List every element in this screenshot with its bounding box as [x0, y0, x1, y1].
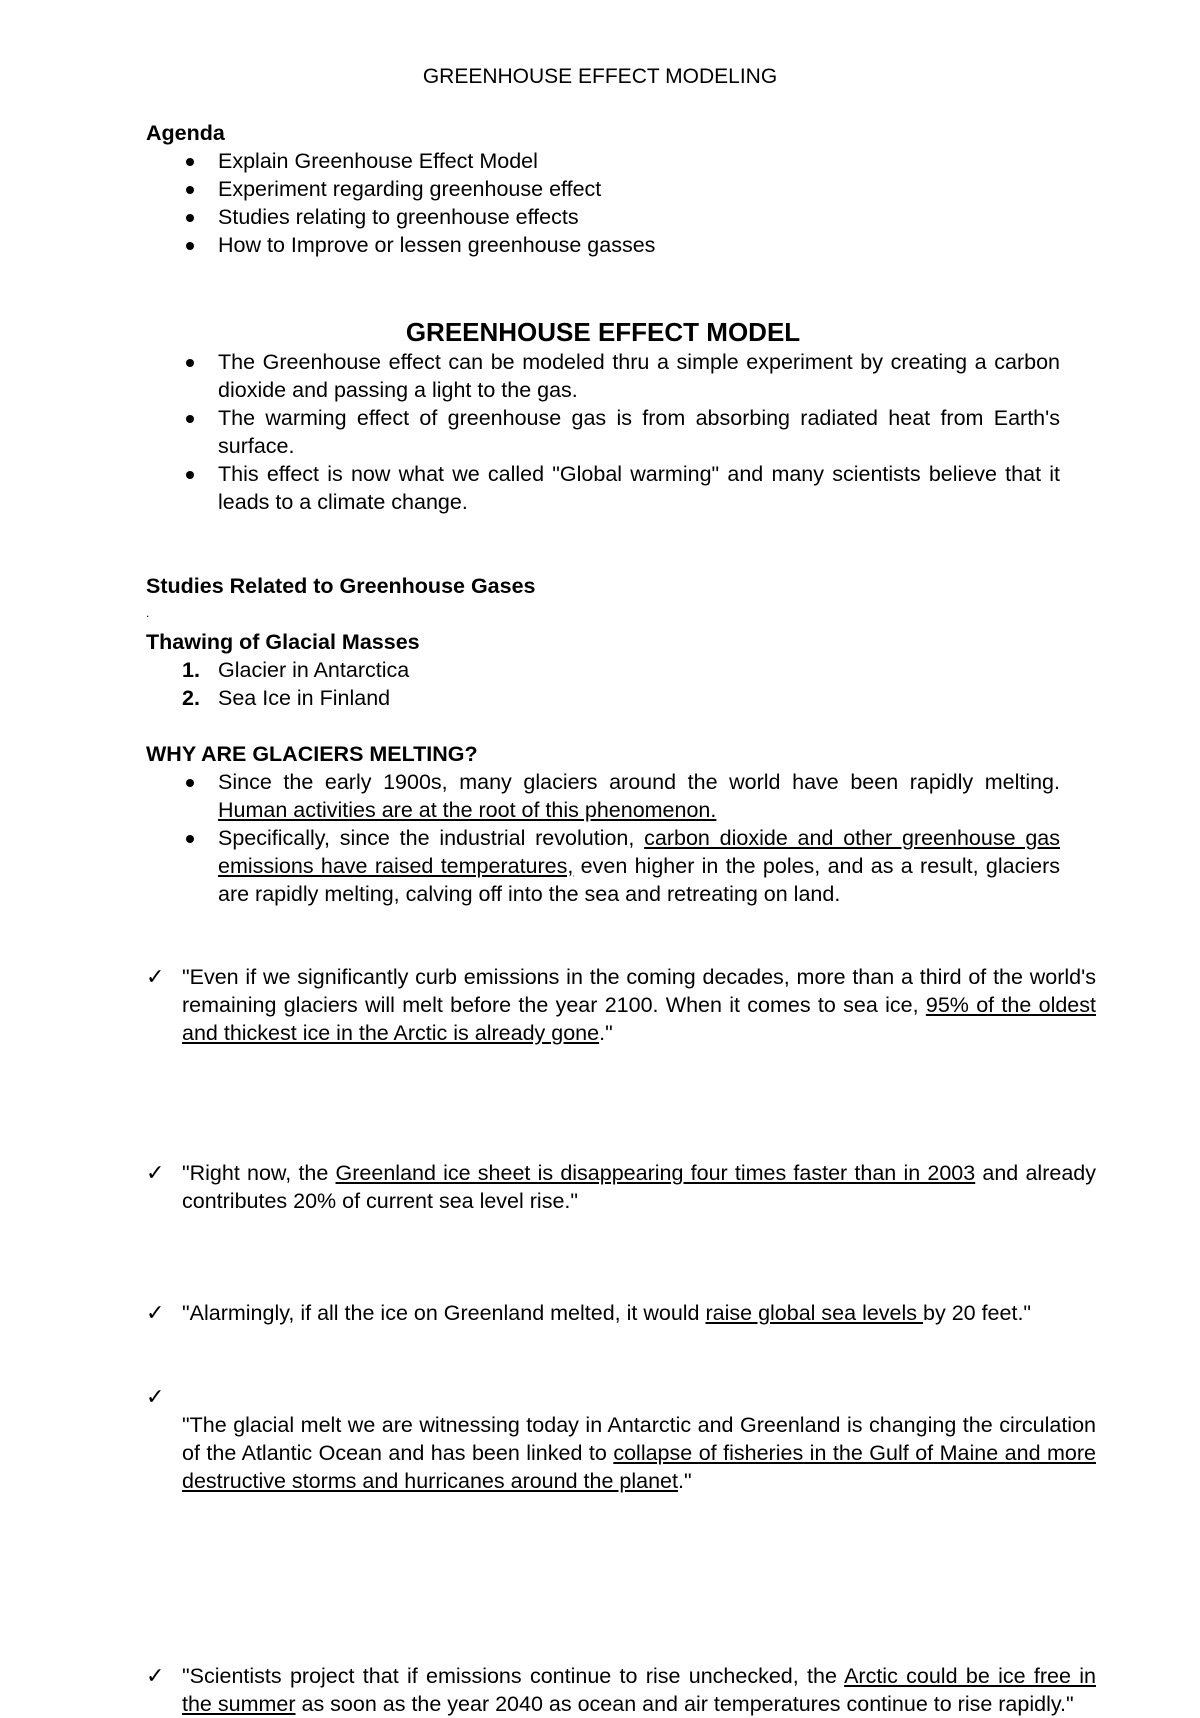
thawing-heading: Thawing of Glacial Masses	[146, 630, 420, 654]
underlined-text: carbon dioxide and other greenhouse gas emissions have raised temperatures,	[218, 826, 1060, 878]
thawing-item	[146, 656, 1060, 684]
agenda-list	[146, 147, 1060, 259]
checkmark-icon: ✓	[146, 1384, 165, 1409]
document-title: GREENHOUSE EFFECT MODELING	[422, 65, 778, 88]
item-number: 1.	[182, 658, 200, 682]
agenda-item: Explain Greenhouse Effect Model	[146, 147, 1060, 175]
why-item	[146, 768, 1060, 824]
underlined-text: 95% of the oldest and thickest ice in the Arctic is already gone	[182, 993, 1096, 1045]
why-list	[146, 768, 1060, 908]
checkmark-icon: ✓	[146, 1663, 165, 1688]
text-run: as soon as the year 2040 as ocean and air temperatures continue to rise rapidly."	[295, 1692, 1074, 1716]
quote-5	[146, 1662, 1096, 1718]
text-run: "Right now, the	[182, 1161, 336, 1185]
quote-2	[146, 1159, 1096, 1215]
item-text: Glacier in Antarctica	[218, 658, 410, 682]
quote-3	[146, 1299, 1096, 1327]
studies-section	[146, 572, 1060, 712]
text-run: "Alarmingly, if all the ice on Greenland melted, it would	[182, 1301, 706, 1325]
underlined-text: raise global sea levels	[705, 1301, 924, 1325]
text-run: Specifically, since the industrial revolution,	[218, 826, 645, 850]
checkmark-icon: ✓	[146, 964, 165, 989]
text-run: "The glacial melt we are witnessing today in Antarctic and Greenland is changing the circulation of the Atlantic Ocean and has been linked to	[182, 1413, 1096, 1465]
underlined-text: Arctic could be ice free in the summer	[182, 1664, 1096, 1716]
model-item: This effect is now what we called "Global warming" and many scientists believe that it leads to a climate change.	[146, 460, 1060, 516]
model-item: The warming effect of greenhouse gas is from absorbing radiated heat from Earth's surface.	[146, 404, 1060, 460]
text-run: ."	[677, 1469, 692, 1493]
underlined-text: Human activities are at the root of this phenomenon.	[218, 798, 717, 822]
agenda-item: Experiment regarding greenhouse effect	[146, 175, 1060, 203]
item-number: 2.	[182, 686, 200, 710]
underlined-text: Greenland ice sheet is disappearing four times faster than in 2003	[335, 1161, 976, 1185]
item-text: Sea Ice in Finland	[218, 686, 391, 710]
agenda-heading: Agenda	[146, 121, 225, 145]
underlined-text: collapse of fisheries in the Gulf of Maine and more destructive storms and hurricanes around the planet	[182, 1441, 1096, 1493]
quote-1	[146, 963, 1096, 1047]
text-run: even higher in the poles, and as a result, glaciers are rapidly melting, calving off into the sea and retreating on land.	[218, 854, 1060, 906]
model-item: The Greenhouse effect can be modeled thru a simple experiment by creating a carbon dioxide and passing a light to the gas.	[146, 348, 1060, 404]
thawing-list	[146, 656, 1060, 712]
quote-4	[146, 1383, 1096, 1495]
model-heading: GREENHOUSE EFFECT MODEL	[405, 317, 801, 347]
agenda-item: Studies relating to greenhouse effects	[146, 203, 1060, 231]
text-run: and already contributes 20% of current sea level rise."	[182, 1161, 1096, 1213]
why-heading: WHY ARE GLACIERS MELTING?	[146, 742, 478, 766]
text-run: by 20 feet."	[923, 1301, 1032, 1325]
text-run: Since the early 1900s, many glaciers around the world have been rapidly melting.	[218, 770, 1060, 794]
model-list	[146, 348, 1060, 516]
text-run: "Even if we significantly curb emissions in the coming decades, more than a third of the world's remaining glaciers will melt before the year 2100. When it comes to sea ice,	[182, 965, 1096, 1017]
why-item	[146, 824, 1060, 908]
stray-dot: .	[146, 606, 150, 620]
agenda-section	[146, 119, 1060, 259]
model-section	[146, 348, 1060, 516]
checkmark-icon: ✓	[146, 1160, 165, 1185]
thawing-item	[146, 684, 1060, 712]
checkmark-icon: ✓	[146, 1300, 165, 1325]
why-section	[146, 740, 1060, 908]
text-run: ."	[599, 1021, 613, 1045]
agenda-item: How to Improve or lessen greenhouse gasses	[146, 231, 1060, 259]
text-run: "Scientists project that if emissions continue to rise unchecked, the	[182, 1664, 845, 1688]
studies-heading: Studies Related to Greenhouse Gases	[146, 574, 536, 598]
